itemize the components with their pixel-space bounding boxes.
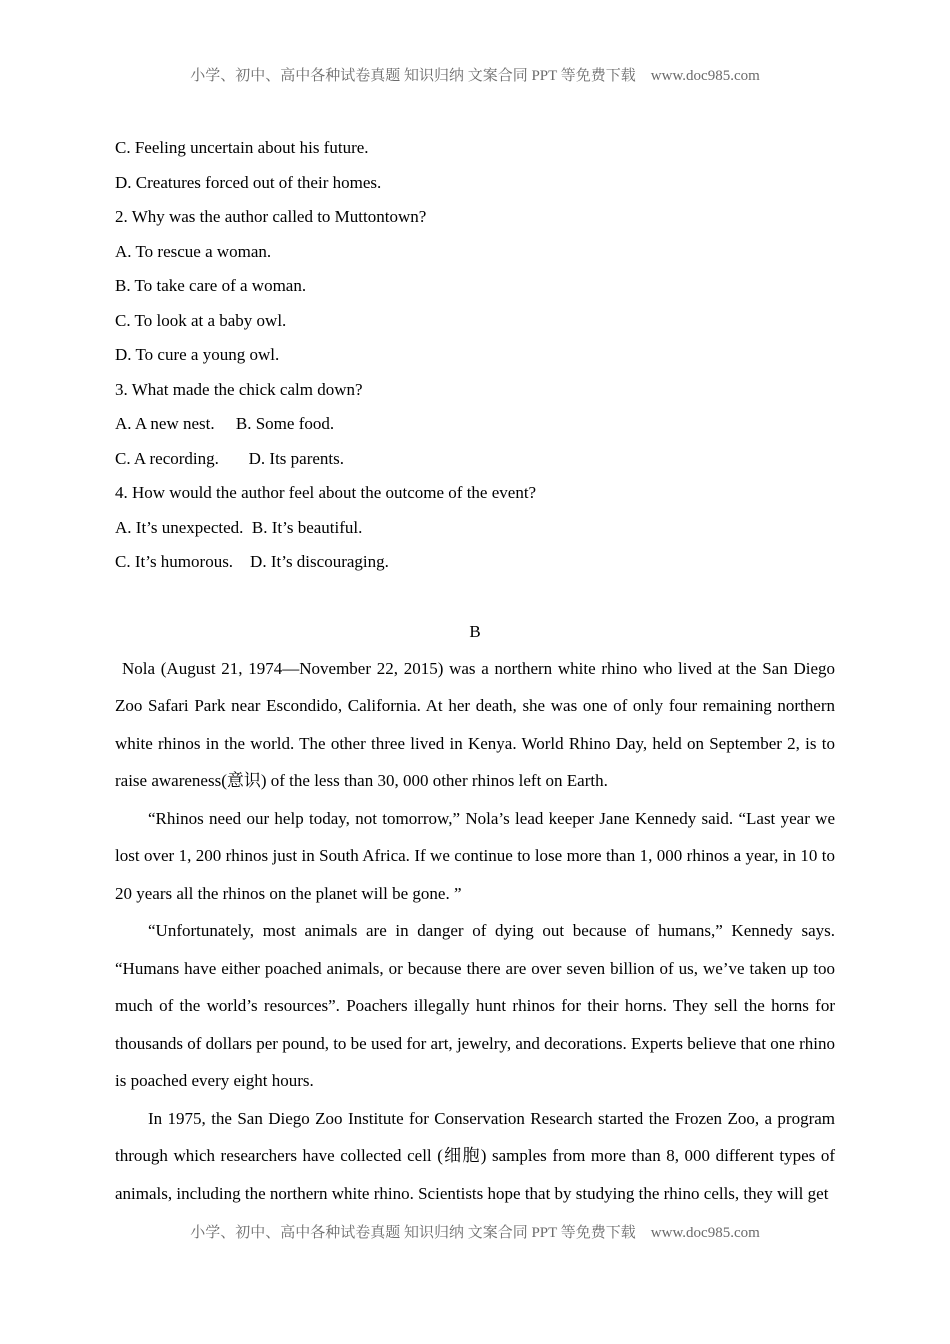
- option-line: C. Feeling uncertain about his future.: [115, 138, 369, 157]
- option-line: A. It’s unexpected. B. It’s beautiful.: [115, 517, 363, 537]
- option-line: C. It’s humorous. D. It’s discouraging.: [115, 552, 389, 571]
- passage-paragraph: “Rhinos need our help today, not tomorrow,” Nola’s lead keeper Jane Kennedy said. “Last year we lost over 1, 200 rhinos just in South Africa. If we continue to lose more than 1, 000 rhinos a year, in 10 to 20 years all the rhinos on the planet will be gone. ”: [115, 808, 835, 903]
- question-line: 2. Why was the author called to Muttontown?: [115, 207, 427, 226]
- question-line: 4. How would the author feel about the outcome of the event?: [115, 483, 537, 502]
- passage-paragraph: “Unfortunately, most animals are in danger of dying out because of humans,” Kennedy says. “Humans have either poached animals, or because there are over seven billion of us, we’ve taken up too much of the world’s resources”. Poachers illegally hunt rhinos for their horns. They sell the horns for thousands of dollars per pound, to be used for art, jewelry, and decorations. Experts believe that one rhino is poached every eight hours.: [115, 921, 835, 1090]
- document-body: [115, 131, 835, 1212]
- option-line: C. To look at a baby owl.: [115, 310, 287, 330]
- option-line: D. Creatures forced out of their homes.: [115, 172, 382, 192]
- option-line: D. To cure a young owl.: [115, 345, 280, 364]
- option-line: C. A recording. D. Its parents.: [115, 448, 344, 468]
- page-footer-watermark: 小学、初中、高中各种试卷真题 知识归纳 文案合同 PPT 等免费下载 www.doc985.com: [190, 1225, 760, 1241]
- page-header-watermark: 小学、初中、高中各种试卷真题 知识归纳 文案合同 PPT 等免费下载 www.doc985.com: [190, 68, 760, 84]
- passage-paragraph: In 1975, the San Diego Zoo Institute for Conservation Research started the Frozen Zoo, a program through which researchers have collected cell (细胞) samples from more than 8, 000 different types of animals, including the northern white rhino. Scientists hope that by studying the rhino cells, they will get: [115, 1108, 835, 1203]
- passage-section-label: B: [469, 621, 481, 641]
- option-line: B. To take care of a woman.: [115, 276, 307, 295]
- option-line: A. A new nest. B. Some food.: [115, 414, 335, 433]
- question-line: 3. What made the chick calm down?: [115, 379, 363, 399]
- option-line: A. To rescue a woman.: [115, 241, 272, 261]
- passage-paragraph: Nola (August 21, 1974—November 22, 2015) was a northern white rhino who lived at the San Diego Zoo Safari Park near Escondido, California. At her death, she was one of only four remaining northern white rhinos in the world. The other three lived in Kenya. World Rhino Day, held on September 2, is to raise awareness(意识) of the less than 30, 000 other rhinos left on Earth.: [115, 658, 835, 790]
